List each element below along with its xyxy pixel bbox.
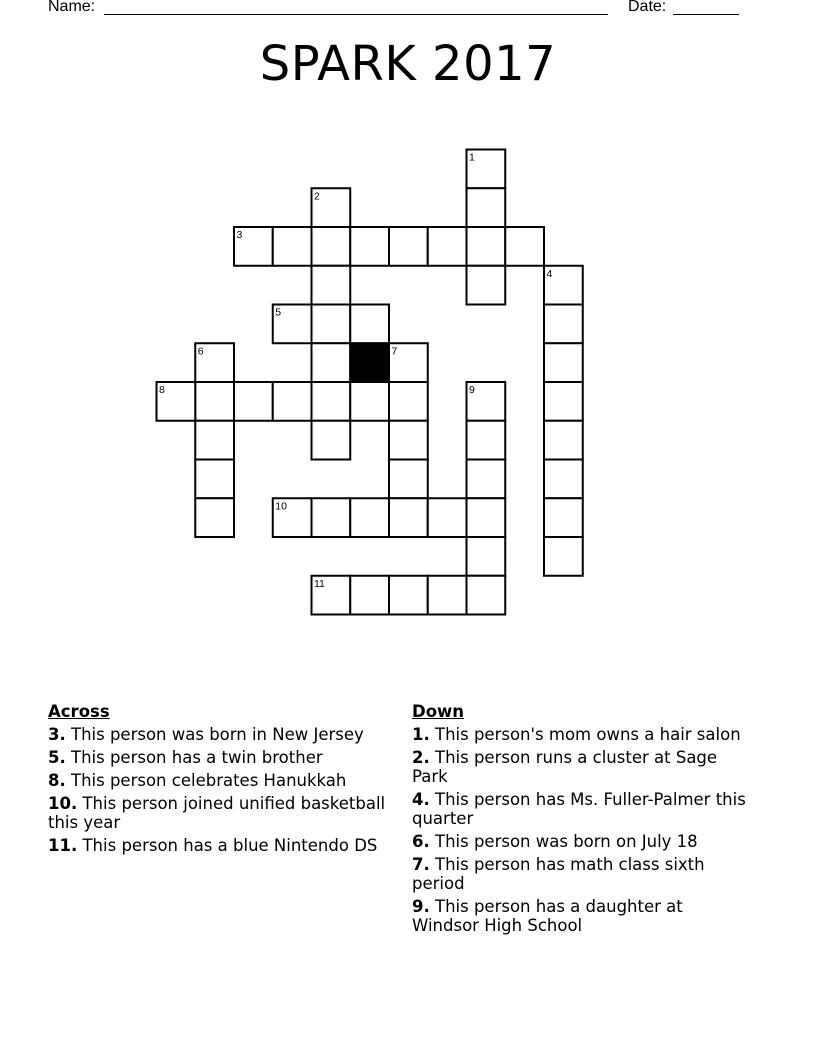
grid-cell[interactable]: [505, 227, 544, 266]
down-clue: [412, 855, 752, 893]
clue-number: 11.: [48, 836, 78, 855]
clue-number: 10.: [48, 794, 78, 813]
name-label: Name:: [48, 0, 96, 15]
across-clue: [48, 836, 400, 855]
clue-text: This person was born on July 18: [429, 832, 698, 851]
clue-number: 8.: [48, 771, 66, 790]
grid-cell[interactable]: [312, 305, 351, 344]
clue-number-4: 4: [546, 267, 553, 280]
clue-number-8: 8: [159, 384, 165, 396]
grid-cell[interactable]: [350, 227, 389, 266]
grid-cell[interactable]: [312, 343, 351, 382]
down-heading: Down: [412, 702, 465, 721]
grid-cell[interactable]: [428, 227, 467, 266]
down-clue: [412, 725, 752, 744]
grid-cell[interactable]: [234, 382, 273, 421]
clue-number: 7.: [412, 855, 430, 874]
grid-cell[interactable]: [195, 421, 234, 460]
grid-cell[interactable]: [467, 188, 506, 227]
grid-cell[interactable]: [467, 576, 506, 615]
grid-cell[interactable]: [428, 576, 467, 615]
grid-cell[interactable]: [544, 421, 583, 460]
down-clue: [412, 748, 752, 786]
grid-cell[interactable]: [389, 227, 428, 266]
grid-cell[interactable]: [273, 382, 312, 421]
clue-number: 5.: [48, 748, 66, 767]
clue-number-6: 6: [197, 345, 204, 358]
grid-cell[interactable]: [389, 460, 428, 499]
clue-text: This person has Ms. Fuller-Palmer this quarter: [412, 790, 746, 828]
clue-number-5: 5: [275, 306, 282, 319]
grid-cell[interactable]: [312, 382, 351, 421]
across-clues: [48, 702, 400, 859]
grid-cell[interactable]: [467, 460, 506, 499]
grid-cell[interactable]: [544, 343, 583, 382]
date-label: Date:: [628, 0, 667, 15]
clue-number-3: 3: [236, 229, 243, 241]
black-cell: [350, 343, 389, 382]
grid-cell[interactable]: [544, 498, 583, 537]
grid-cell[interactable]: [389, 576, 428, 615]
across-clue: [48, 748, 400, 767]
clue-number-1: 1: [469, 151, 475, 164]
down-clue: [412, 897, 752, 935]
clue-text: This person's mom owns a hair salon: [429, 725, 741, 744]
grid-cell[interactable]: [350, 382, 389, 421]
across-clue: [48, 794, 400, 832]
grid-cell[interactable]: [467, 227, 506, 266]
down-clues: [412, 702, 752, 939]
across-clue: [48, 771, 400, 790]
clue-text: This person has a daughter at Windsor High School: [412, 897, 683, 935]
clue-number-9: 9: [469, 384, 475, 396]
clue-number: 4.: [412, 790, 430, 809]
across-heading: Across: [48, 702, 110, 721]
clue-number-10: 10: [275, 500, 287, 513]
grid-cell[interactable]: [312, 266, 351, 305]
clue-number: 2.: [412, 748, 430, 767]
down-clue: [412, 790, 752, 828]
grid-cell[interactable]: [312, 498, 351, 537]
grid-cell[interactable]: [428, 498, 467, 537]
grid-cell[interactable]: [195, 460, 234, 499]
down-clue: [412, 832, 752, 851]
clue-text: This person has a twin brother: [65, 748, 323, 767]
grid-cell[interactable]: [467, 266, 506, 305]
across-clue: [48, 725, 400, 744]
clue-number-2: 2: [314, 190, 320, 203]
grid-cell[interactable]: [467, 498, 506, 537]
clue-number: 1.: [412, 725, 430, 744]
grid-cell[interactable]: [350, 498, 389, 537]
clue-text: This person has math class sixth period: [412, 855, 705, 893]
grid-cell[interactable]: [467, 537, 506, 576]
grid-cell[interactable]: [544, 382, 583, 421]
page-title: SPARK 2017: [259, 36, 557, 92]
grid-cell[interactable]: [312, 421, 351, 460]
grid-cell[interactable]: [312, 227, 351, 266]
grid-cell[interactable]: [389, 498, 428, 537]
grid-cell[interactable]: [389, 382, 428, 421]
grid-cell[interactable]: [195, 382, 234, 421]
grid-cell[interactable]: [350, 305, 389, 344]
grid-cell[interactable]: [389, 421, 428, 460]
grid-cell[interactable]: [544, 460, 583, 499]
grid-cell[interactable]: [350, 576, 389, 615]
clue-number: 6.: [412, 832, 430, 851]
grid-cell[interactable]: [544, 537, 583, 576]
clue-text: This person runs a cluster at Sage Park: [412, 748, 718, 786]
clue-text: This person was born in New Jersey: [65, 725, 364, 744]
clue-text: This person has a blue Nintendo DS: [77, 836, 378, 855]
clue-number-7: 7: [391, 345, 398, 358]
grid-cell[interactable]: [195, 498, 234, 537]
clue-text: This person celebrates Hanukkah: [65, 771, 347, 790]
clue-text: This person joined unified basketball this year: [48, 794, 386, 832]
clue-number: 3.: [48, 725, 66, 744]
clue-number-11: 11: [314, 577, 325, 590]
grid-cell[interactable]: [544, 305, 583, 344]
grid-cell[interactable]: [467, 421, 506, 460]
grid-cell[interactable]: [273, 227, 312, 266]
clue-number: 9.: [412, 897, 430, 916]
